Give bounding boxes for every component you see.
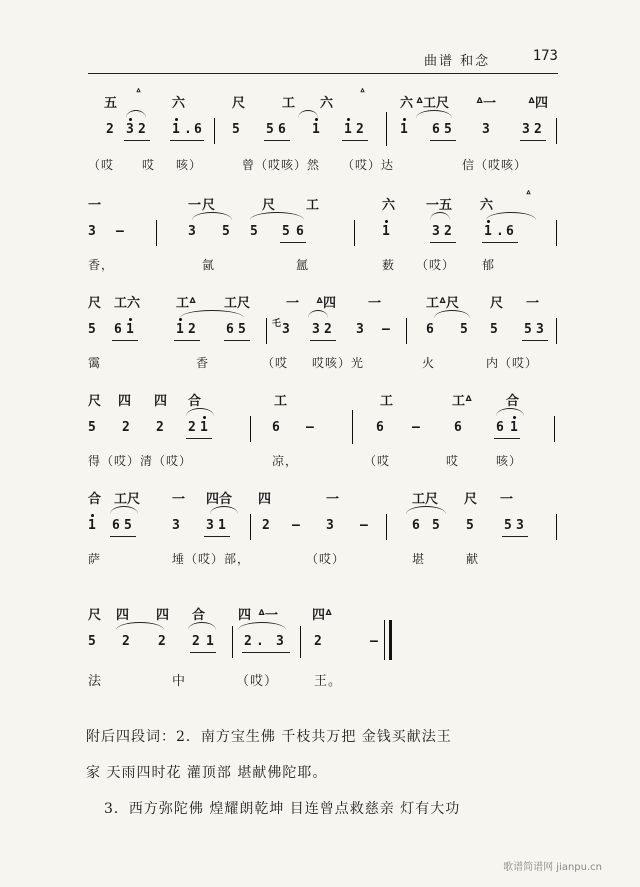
jianpu-note: 1 (206, 634, 214, 649)
barline (554, 416, 555, 442)
final-barline-thick (389, 620, 392, 660)
gongche-symbol: ᐞ一 (258, 608, 279, 623)
lyric: 香 (196, 356, 210, 370)
barline (386, 112, 387, 146)
gongche-symbol: 工尺 (114, 492, 141, 507)
lyric: 香， (88, 258, 115, 272)
high-octave-dot (129, 118, 132, 121)
high-octave-dot (179, 318, 182, 321)
jianpu-note: 6 (278, 122, 286, 137)
gongche-symbol: 工ᐞ (452, 394, 473, 409)
slur (486, 212, 536, 220)
underline-beam (520, 140, 546, 141)
jianpu-note: 3 (206, 518, 214, 533)
appendix-line-3: 3．西方弥陀佛 煌耀朗乾坤 目连曾点救慈亲 灯有大功 (104, 801, 461, 817)
gongche-symbol: 六 (172, 96, 186, 111)
lyric: 内（哎） (486, 356, 539, 370)
high-octave-dot (129, 318, 132, 321)
underline-beam (522, 340, 548, 341)
underline-beam (112, 340, 138, 341)
lyric: 郁 (482, 258, 496, 272)
slur (238, 622, 286, 630)
jianpu-note: 1 (200, 420, 208, 435)
slur (126, 110, 146, 118)
gongche-symbol: 工尺 (412, 492, 439, 507)
jianpu-note: 1 (88, 518, 96, 533)
slur (298, 110, 318, 118)
jianpu-note: 2 (156, 420, 164, 435)
gongche-symbol: 一 (88, 198, 102, 213)
jianpu-note: — (116, 224, 124, 239)
slur (110, 506, 138, 514)
final-barline-thin (384, 620, 385, 660)
gongche-symbol: 工 (274, 394, 288, 409)
underline-beam (186, 438, 212, 439)
jianpu-note: 3 (536, 322, 544, 337)
jianpu-note: 1 (312, 122, 320, 137)
gongche-symbol: 五 (104, 96, 118, 111)
jianpu-note: 1 (382, 224, 390, 239)
jianpu-note: 3 (282, 322, 290, 337)
lyric: 得（哎）清（哎） (88, 454, 193, 468)
gongche-symbol: 一 (286, 296, 300, 311)
lyric: （哎 (364, 454, 391, 468)
jianpu-note: 5 (460, 322, 468, 337)
underline-beam (342, 140, 368, 141)
jianpu-note: 2 (122, 634, 130, 649)
barline (250, 514, 251, 540)
gongche-symbol: 工六 (114, 296, 141, 311)
jianpu-note: 2 (534, 122, 542, 137)
jianpu-note: 2 (106, 122, 114, 137)
jianpu-note: 3 (172, 518, 180, 533)
lyric: 法 (88, 674, 103, 689)
barline (556, 318, 557, 344)
jianpu-note: — (306, 420, 314, 435)
underline-beam (430, 242, 456, 243)
gongche-symbol: ᐞ一 (476, 96, 497, 111)
jianpu-note: 5 (504, 518, 512, 533)
lyric: 霭 (88, 356, 102, 370)
header-title: 曲谱 和念 (424, 54, 491, 69)
slur (434, 310, 470, 318)
jianpu-note: 5 (238, 322, 246, 337)
gongche-symbol: 工 (282, 96, 296, 111)
gongche-symbol: 四合 (206, 492, 233, 507)
lyric: 中 (172, 674, 187, 689)
barline (406, 318, 407, 344)
gongche-symbol: 一 (526, 296, 540, 311)
jianpu-note: — (360, 518, 368, 533)
jianpu-note: 2 (192, 634, 200, 649)
gongche-symbol: 尺 (464, 492, 478, 507)
jianpu-note: — (292, 518, 300, 533)
jianpu-note: 2 (122, 420, 130, 435)
lyric: 火 (422, 356, 436, 370)
barline (556, 514, 557, 540)
gongche-symbol: 合 (192, 608, 206, 623)
gongche-symbol: 合 (506, 394, 520, 409)
lyric: （哎 (262, 356, 289, 370)
gongche-symbol: 一五 (426, 198, 453, 213)
jianpu-note: 1 (510, 420, 518, 435)
gongche-symbol: 六 (382, 198, 396, 213)
lyric: 氲 (296, 258, 310, 272)
gongche-symbol: 一 (172, 492, 186, 507)
gongche-symbol: 四 (118, 394, 132, 409)
jianpu-note: 2 (158, 634, 166, 649)
underline-beam (494, 438, 520, 439)
gongche-symbol: ᐞ四 (316, 296, 337, 311)
jianpu-note: . (256, 634, 264, 649)
gongche-symbol: ᐞ四 (528, 96, 549, 111)
underline-beam (174, 340, 200, 341)
high-octave-dot (175, 118, 178, 121)
jianpu-note: 5 (88, 420, 96, 435)
gongche-symbol: 四 (154, 394, 168, 409)
barline (556, 118, 557, 144)
lyric: 献 (466, 552, 480, 566)
jianpu-note: 5 (490, 322, 498, 337)
jianpu-note: 3 (522, 122, 530, 137)
underline-beam (482, 242, 518, 243)
jianpu-note: 6 (412, 518, 420, 533)
gongche-symbol: 四 (258, 492, 272, 507)
high-octave-dot (487, 220, 490, 223)
jianpu-note: 6 (426, 322, 434, 337)
underline-beam (170, 140, 204, 141)
underline-beam (242, 652, 290, 653)
gongche-symbol: 工ᐞ (176, 296, 197, 311)
lyric: 薮 (382, 258, 396, 272)
jianpu-note: . (184, 122, 192, 137)
jianpu-note: 6 (432, 122, 440, 137)
jianpu-note: 3 (482, 122, 490, 137)
gongche-symbol: 尺 (88, 608, 102, 623)
jianpu-note: — (412, 420, 420, 435)
high-octave-dot (403, 118, 406, 121)
slur (308, 310, 328, 318)
high-octave-dot (91, 514, 94, 517)
appendix-line-1: 附后四段词：2．南方宝生佛 千枝共万把 金钱买献法王 (86, 729, 452, 745)
gongche-symbol: ᐞ (360, 88, 365, 98)
jianpu-note: 3 (516, 518, 524, 533)
gongche-symbol: 四ᐞ (312, 608, 333, 623)
slur (496, 408, 524, 416)
high-octave-dot (513, 416, 516, 419)
high-octave-dot (203, 416, 206, 419)
gongche-symbol: 四 (156, 608, 170, 623)
page-header (88, 46, 558, 74)
lyric: 信（哎咳） (462, 158, 528, 172)
underline-beam (124, 140, 150, 141)
jianpu-note: 2 (138, 122, 146, 137)
gongche-symbol: 一 (326, 492, 340, 507)
slur (188, 622, 216, 630)
barline (214, 118, 215, 144)
gongche-symbol: 六 (400, 96, 414, 111)
lyric: （哎）达 (342, 158, 395, 172)
lyric: 哎咳）光 (312, 356, 365, 370)
gongche-symbol: 一 (368, 296, 382, 311)
jianpu-note: 5 (250, 224, 258, 239)
lyric: 氤 (202, 258, 216, 272)
gongche-symbol: 工 (306, 198, 320, 213)
jianpu-note: 3 (188, 224, 196, 239)
jianpu-note: 6 (506, 224, 514, 239)
gongche-symbol: ᐞ工尺 (416, 96, 450, 111)
jianpu-note: 1 (344, 122, 352, 137)
high-octave-dot (385, 220, 388, 223)
slur (416, 110, 452, 118)
jianpu-note: 3 (276, 634, 284, 649)
gongche-symbol: 六 (320, 96, 334, 111)
slur (180, 310, 244, 318)
gongche-symbol: 尺 (88, 394, 102, 409)
jianpu-note: 5 (466, 518, 474, 533)
gongche-symbol: 工 (380, 394, 394, 409)
jianpu-note: 1 (126, 322, 134, 337)
barline (156, 220, 157, 246)
lyric: 咳） (496, 454, 523, 468)
lyric: （哎） (236, 674, 279, 689)
jianpu-note: — (382, 322, 390, 337)
gongche-symbol: 尺 (232, 96, 246, 111)
jianpu-note: 3 (126, 122, 134, 137)
barline (354, 220, 355, 246)
gongche-symbol: 四 (116, 608, 130, 623)
gongche-symbol: 一 (188, 198, 202, 213)
jianpu-note: 3 (326, 518, 334, 533)
underline-beam (280, 242, 306, 243)
underline-beam (204, 536, 230, 537)
lyric: 埵（哎）部， (172, 552, 251, 566)
jianpu-note: 2 (188, 322, 196, 337)
jianpu-note: 6 (496, 420, 504, 435)
jianpu-note: 5 (124, 518, 132, 533)
jianpu-note: 2 (244, 634, 252, 649)
barline (300, 626, 301, 658)
lyric: （哎） (306, 552, 346, 566)
gongche-symbol: ᐞ (136, 88, 141, 98)
gongche-symbol: 合 (88, 492, 102, 507)
lyric: 凉， (272, 454, 299, 468)
gongche-symbol: 六 (480, 198, 494, 213)
page-number: 173 (532, 48, 558, 64)
gongche-symbol: 尺 (490, 296, 504, 311)
jianpu-note: 6 (112, 518, 120, 533)
jianpu-note: 2 (314, 634, 322, 649)
barline (386, 514, 387, 540)
jianpu-note: — (370, 634, 378, 649)
jianpu-note: 5 (88, 634, 96, 649)
jianpu-note: 2 (188, 420, 196, 435)
jianpu-note: 1 (400, 122, 408, 137)
gongche-symbol: ᐞ (526, 190, 531, 200)
jianpu-note: 5 (432, 518, 440, 533)
gongche-symbol: 合 (188, 394, 202, 409)
jianpu-note: 1 (218, 518, 226, 533)
slur (406, 506, 446, 514)
high-octave-dot (347, 118, 350, 121)
lyric: 堪 (412, 552, 426, 566)
barline (352, 410, 353, 444)
lyric: 王。 (314, 674, 343, 689)
jianpu-note: 6 (376, 420, 384, 435)
jianpu-note: 2 (356, 122, 364, 137)
jianpu-note: 2 (444, 224, 452, 239)
jianpu-note: 6 (194, 122, 202, 137)
barline (250, 416, 251, 442)
slur (430, 212, 450, 220)
underline-beam (110, 536, 136, 537)
gongche-symbol: 尺 (202, 198, 216, 213)
gongche-symbol: 工ᐞ尺 (426, 296, 460, 311)
jianpu-note: 5 (88, 322, 96, 337)
gongche-symbol: 一 (500, 492, 514, 507)
lyric: （哎） (416, 258, 456, 272)
jianpu-note: 6 (114, 322, 122, 337)
gongche-symbol: 四 (238, 608, 252, 623)
time-sig-mark: 乇 (272, 319, 282, 329)
jianpu-note: 1 (484, 224, 492, 239)
jianpu-note: 2 (324, 322, 332, 337)
jianpu-note: 3 (88, 224, 96, 239)
lyric: 萨 (88, 552, 102, 566)
gongche-symbol: 尺 (88, 296, 102, 311)
jianpu-note: 6 (226, 322, 234, 337)
header-rule (88, 73, 558, 74)
jianpu-note: 3 (356, 322, 364, 337)
jianpu-note: 5 (524, 322, 532, 337)
slur (192, 212, 232, 220)
slur (210, 506, 238, 514)
underline-beam (224, 340, 250, 341)
jianpu-note: 5 (282, 224, 290, 239)
slur (250, 212, 304, 220)
lyric: 曾（哎咳）然 (242, 158, 321, 172)
underline-beam (264, 140, 290, 141)
gongche-symbol: 尺 (262, 198, 276, 213)
underline-beam (430, 140, 456, 141)
underline-beam (502, 536, 528, 537)
jianpu-note: 1 (176, 322, 184, 337)
lyric: 哎 (142, 158, 156, 172)
lyric: 哎 (446, 454, 460, 468)
underline-beam (310, 340, 336, 341)
jianpu-note: 3 (432, 224, 440, 239)
appendix-line-2: 家 天雨四时花 灌顶部 堪献佛陀耶。 (86, 765, 328, 781)
jianpu-note: 5 (222, 224, 230, 239)
jianpu-note: . (496, 224, 504, 239)
jianpu-note: 6 (454, 420, 462, 435)
high-octave-dot (315, 118, 318, 121)
jianpu-note: 5 (266, 122, 274, 137)
jianpu-note: 3 (312, 322, 320, 337)
jianpu-note: 1 (172, 122, 180, 137)
barline (556, 220, 557, 246)
jianpu-note: 2 (262, 518, 270, 533)
site-watermark: 歌谱简谱网 jianpu.cn (503, 862, 602, 873)
slur (186, 408, 214, 416)
underline-beam (190, 652, 216, 653)
jianpu-note: 6 (272, 420, 280, 435)
slur (116, 622, 164, 630)
jianpu-note: 6 (296, 224, 304, 239)
lyric: 咳） (176, 158, 203, 172)
jianpu-note: 5 (444, 122, 452, 137)
lyric: （哎 (88, 158, 115, 172)
jianpu-note: 5 (232, 122, 240, 137)
barline (266, 318, 267, 344)
gongche-symbol: 工尺 (224, 296, 251, 311)
barline (232, 626, 233, 658)
